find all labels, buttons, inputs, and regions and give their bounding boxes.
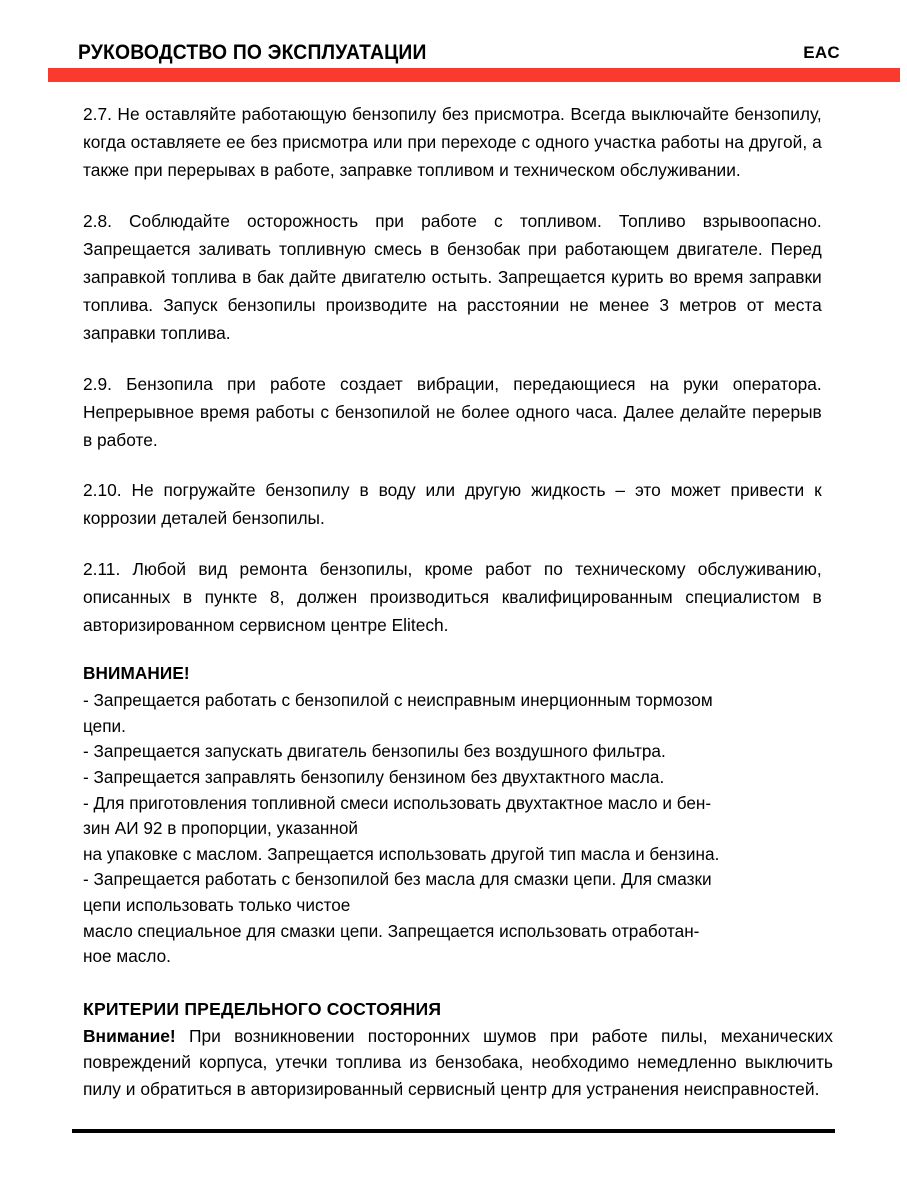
warning-line: зин АИ 92 в пропорции, указанной: [83, 818, 359, 839]
warning-line: - Запрещается работать с бензопилой с неисправным инерционным тормозом: [83, 690, 713, 711]
page-header: [0, 0, 907, 88]
warning-line: - Для приготовления топливной смеси использовать двухтактное масло и бен-: [83, 792, 712, 813]
eac-conformity-mark: EAC: [803, 43, 840, 62]
criteria-body-text: При возникновении посторонних шумов при работе пилы, механических повреждений корпуса, утечки топлива из бензобака, необходимо немедленно выключить пилу и обратиться в авторизированный сервисный центр для устранения неисправностей.: [83, 1025, 833, 1099]
criteria-heading: КРИТЕРИИ ПРЕДЕЛЬНОГО СОСТОЯНИЯ: [83, 998, 442, 1019]
paragraph-2-11: 2.11. Любой вид ремонта бензопилы, кроме работ по техническому обслуживанию, описанных в пункте 8, должен производиться квалифицированным специалистом в авторизированном сервисном центре Elitech.: [83, 558, 822, 636]
warning-line: цепи использовать только чистое: [83, 895, 351, 915]
warning-line: - Запрещается работать с бензопилой без масла для смазки цепи. Для смазки: [83, 869, 712, 890]
paragraph-2-10: 2.10. Не погружайте бензопилу в воду или другую жидкость – это может привести к коррозии деталей бензопилы.: [83, 480, 822, 529]
warning-section: [83, 661, 833, 970]
page-content: [83, 100, 833, 1102]
warning-heading: ВНИМАНИЕ!: [83, 663, 190, 684]
warning-line: - Запрещается запускать двигатель бензопилы без воздушного фильтра.: [83, 741, 666, 762]
warning-line: масло специальное для смазки цепи. Запрещается использовать отработан-: [83, 920, 700, 941]
paragraph-2-9: 2.9. Бензопила при работе создает вибрации, передающиеся на руки оператора. Непрерывное время работы с бензопилой не более одного часа. Далее делайте перерыв в работе.: [83, 373, 822, 451]
warning-line: ное масло.: [83, 946, 171, 967]
footer-rule: [72, 1129, 835, 1133]
paragraph-2-8: 2.8. Соблюдайте осторожность при работе с топливом. Топливо взрывоопасно. Запрещается заливать топливную смесь в бензобак при работающем двигателе. Перед заправкой топлива в бак дайте двигателю остыть. Запрещается курить во время заправки топлива. Запуск бензопилы производите на расстоянии не менее 3 метров от места заправки топлива.: [83, 210, 822, 344]
paragraph-2-7: 2.7. Не оставляйте работающую бензопилу без присмотра. Всегда выключайте бензопилу, когда оставляете ее без присмотра или при переходе с одного участка работы на другой, а также при перерывах в работе, заправке топливом и техническом обслуживании.: [83, 104, 822, 181]
criteria-paragraph: [83, 1023, 833, 1103]
header-red-rule: [48, 68, 900, 82]
page-title: РУКОВОДСТВО ПО ЭКСПЛУАТАЦИИ: [78, 41, 427, 64]
criteria-section: [83, 996, 833, 1103]
warning-line: - Запрещается заправлять бензопилу бензином без двухтактного масла.: [83, 767, 665, 788]
criteria-lead-label: Внимание!: [83, 1025, 176, 1046]
warning-line: на упаковке с маслом. Запрещается использовать другой тип масла и бензина.: [83, 843, 720, 864]
warning-line: цепи.: [83, 715, 126, 736]
